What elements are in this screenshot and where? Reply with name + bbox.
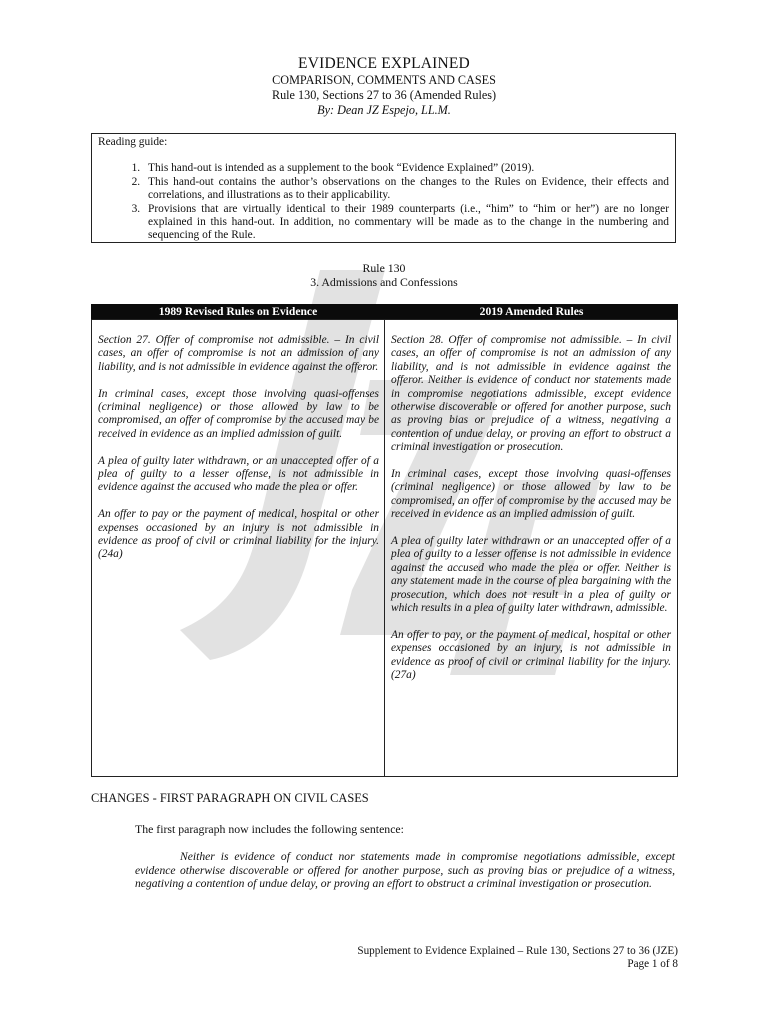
reading-guide-box — [91, 133, 676, 243]
document-subtitle: COMPARISON, COMMENTS AND CASES — [272, 73, 496, 87]
reading-guide-list — [98, 162, 669, 242]
provision-paragraph: In criminal cases, except those involving quasi-offenses (criminal negligence) or those allowed by law to be compromised, an offer of compromise by the accused may be received in evidence as an implied admission of guilt. — [98, 387, 379, 440]
document-scope: Rule 130, Sections 27 to 36 (Amended Rules) — [271, 88, 497, 102]
column-1989-rules — [91, 319, 385, 777]
comparison-table — [91, 304, 678, 777]
provision-paragraph: A plea of guilty later withdrawn, or an unaccepted offer of a plea of guilty to a lesser offense, is not admissible in evidence against the accused who made the plea or offer. — [98, 454, 379, 494]
column-header-1989: 1989 Revised Rules on Evidence — [91, 304, 385, 319]
provision-paragraph: In criminal cases, except those involving quasi-offenses (criminal negligence) or those allowed by law to be compromised, an offer of compromise by the accused may be received in evidence as an implied admission of guilt. — [391, 468, 671, 521]
provision-paragraph: An offer to pay or the payment of medical, hospital or other expenses occasioned by an injury is not admissible in evidence as proof of civil or criminal liability for the injury. (24a) — [98, 508, 379, 561]
document-header — [0, 55, 768, 118]
document-title: EVIDENCE EXPLAINED — [298, 55, 470, 72]
changes-heading: CHANGES - FIRST PARAGRAPH ON CIVIL CASES — [91, 791, 369, 805]
rule-section: 3. Admissions and Confessions — [310, 275, 458, 289]
rule-number: Rule 130 — [362, 261, 406, 275]
page-number: Page 1 of 8 — [627, 958, 678, 970]
rule-heading — [0, 261, 768, 289]
list-item: 2. This hand-out contains the author’s observations on the changes to the Rules on Evidence, their effects and correlations, and illustrations as to their applicability. — [143, 176, 669, 203]
list-item: 1. This hand-out is intended as a supplement to the book “Evidence Explained” (2019). — [143, 162, 669, 175]
provision-paragraph: An offer to pay, or the payment of medical, hospital or other expenses occasioned by an injury, is not admissible in evidence as proof of civil or criminal liability for the injury. (27a) — [391, 628, 671, 682]
page-footer — [357, 945, 678, 971]
list-item: 3. Provisions that are virtually identical to their 1989 counterparts (i.e., “him” to “him or her”) are no longer explained in this hand-out. In addition, no commentary will be made as to the change in the numbering and sequencing of the Rule. — [143, 203, 669, 243]
document-author: By: Dean JZ Espejo, LL.M. — [317, 103, 451, 117]
column-2019-rules — [384, 319, 678, 777]
provision-paragraph: Section 28. Offer of compromise not admissible. – In civil cases, an offer of compromise is not an admission of any liability, and is not admissible in evidence against the offeror. Neither is evidence of conduct nor statements made in compromise negotiations admissible, except evidence otherwise discoverable or offered for another purpose, such as proving bias or prejudice of a witness, negativing a contention of undue delay, or proving an effort to obstruct a criminal investigation or prosecution. — [391, 334, 671, 454]
provision-paragraph: A plea of guilty later withdrawn or an unaccepted offer of a plea of guilty to a lesser offense is not admissible in evidence against the accused who made the plea or offer. Neither is any statement made in the course of plea bargaining with the prosecution, which does not result in a plea of guilty or which results in a plea of guilty later withdrawn, admissible. — [391, 535, 671, 615]
column-header-2019: 2019 Amended Rules — [385, 304, 678, 319]
changes-intro: The first paragraph now includes the following sentence: — [135, 822, 404, 836]
quoted-provision: Neither is evidence of conduct nor statements made in compromise negotiations admissible, except evidence otherwise discoverable or offered for another purpose, such as proving bias or prejudice of a witness, negativing a contention of undue delay, or proving an effort to obstruct a criminal investigation or prosecution. — [135, 850, 675, 891]
footer-caption: Supplement to Evidence Explained – Rule 130, Sections 27 to 36 (JZE) — [357, 945, 678, 957]
reading-guide-title: Reading guide: — [98, 136, 168, 148]
provision-paragraph: Section 27. Offer of compromise not admissible. – In civil cases, an offer of compromise is not an admission of any liability, and is not admissible in evidence against the offeror. — [98, 334, 379, 373]
